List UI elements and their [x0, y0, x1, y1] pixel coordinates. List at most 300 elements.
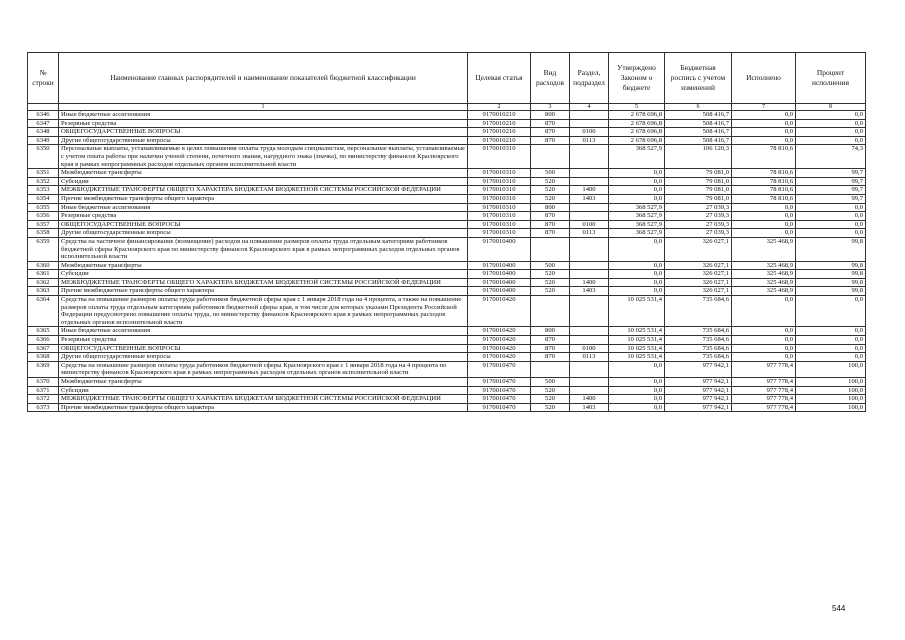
row-target: 9170010310 — [468, 212, 531, 221]
row-executed: 78 810,6 — [732, 177, 796, 186]
row-executed: 0,0 — [732, 220, 796, 229]
row-target: 9170010210 — [468, 128, 531, 137]
row-target: 9170010420 — [468, 296, 531, 327]
colnum-3: 3 — [531, 104, 570, 111]
row-executed: 78 810,6 — [732, 194, 796, 203]
colnum-5: 5 — [609, 104, 665, 111]
row-section: 1400 — [570, 278, 609, 287]
row-percent: 0,0 — [796, 296, 866, 327]
colnum-7: 7 — [732, 104, 796, 111]
row-schedule: 326 027,1 — [665, 287, 732, 296]
row-schedule: 27 039,3 — [665, 212, 732, 221]
row-name: Межбюджетные трансферты — [59, 261, 468, 270]
row-name: Резервные средства — [59, 336, 468, 345]
row-approved: 0,0 — [609, 378, 665, 387]
row-approved: 10 025 531,4 — [609, 327, 665, 336]
row-approved: 0,0 — [609, 169, 665, 178]
row-schedule: 977 942,1 — [665, 361, 732, 377]
row-expense: 870 — [531, 136, 570, 145]
row-executed: 977 778,4 — [732, 378, 796, 387]
row-percent: 0,0 — [796, 119, 866, 128]
row-section — [570, 327, 609, 336]
row-percent: 100,0 — [796, 378, 866, 387]
row-section: 0113 — [570, 229, 609, 238]
row-approved: 0,0 — [609, 194, 665, 203]
row-percent: 99,7 — [796, 177, 866, 186]
row-schedule: 735 684,6 — [665, 344, 732, 353]
row-schedule: 735 684,6 — [665, 353, 732, 362]
row-section — [570, 177, 609, 186]
row-expense: 520 — [531, 287, 570, 296]
row-target: 9170010420 — [468, 344, 531, 353]
header-percent: Процент исполнения — [796, 53, 866, 104]
row-schedule: 326 027,1 — [665, 270, 732, 279]
row-target: 9170010210 — [468, 136, 531, 145]
row-number: 6356 — [28, 212, 59, 221]
row-percent: 0,0 — [796, 128, 866, 137]
row-approved: 2 678 696,8 — [609, 111, 665, 120]
row-name: Средства на повышение размеров оплаты труда работников бюджетной сферы края с 1 января 2018 года на 4 процента, а также на повышение размеров оплаты труда отдельным категориям работников бюджетной сферы края, в том числе для которых указами Президента Российской Федерации предусмотрено повышение оплаты труда, по министерству финансов Красноярского края в рамках непрограммных расходов отдельных органов исполнительной власти — [59, 296, 468, 327]
row-target: 9170010420 — [468, 353, 531, 362]
row-section — [570, 145, 609, 169]
row-percent: 0,0 — [796, 111, 866, 120]
row-name: МЕЖБЮДЖЕТНЫЕ ТРАНСФЕРТЫ ОБЩЕГО ХАРАКТЕРА БЮДЖЕТАМ БЮДЖЕТНОЙ СИСТЕМЫ РОССИЙСКОЙ ФЕДЕРАЦИИ — [59, 186, 468, 195]
row-expense: 800 — [531, 203, 570, 212]
row-executed: 78 810,6 — [732, 186, 796, 195]
row-schedule: 79 081,0 — [665, 194, 732, 203]
row-expense: 870 — [531, 128, 570, 137]
row-schedule: 977 942,1 — [665, 403, 732, 412]
row-executed: 0,0 — [732, 119, 796, 128]
row-name: ОБЩЕГОСУДАРСТВЕННЫЕ ВОПРОСЫ — [59, 220, 468, 229]
row-target: 9170010310 — [468, 169, 531, 178]
row-number: 6365 — [28, 327, 59, 336]
colnum-4: 4 — [570, 104, 609, 111]
row-target: 9170010470 — [468, 386, 531, 395]
row-approved: 368 527,9 — [609, 145, 665, 169]
row-executed: 0,0 — [732, 203, 796, 212]
row-target: 9170010310 — [468, 145, 531, 169]
table-row — [28, 177, 866, 186]
row-name: Прочие межбюджетные трансферты общего характера — [59, 194, 468, 203]
row-name: Межбюджетные трансферты — [59, 378, 468, 387]
row-number: 6347 — [28, 119, 59, 128]
row-schedule: 977 942,1 — [665, 378, 732, 387]
colnum-8: 8 — [796, 104, 866, 111]
row-target: 9170010310 — [468, 203, 531, 212]
row-expense: 870 — [531, 336, 570, 345]
row-percent: 99,7 — [796, 169, 866, 178]
table-row — [28, 261, 866, 270]
row-expense: 870 — [531, 212, 570, 221]
row-target: 9170010310 — [468, 229, 531, 238]
row-schedule: 735 684,6 — [665, 336, 732, 345]
row-section — [570, 237, 609, 261]
row-section — [570, 378, 609, 387]
table-body — [28, 111, 866, 412]
row-percent: 100,0 — [796, 403, 866, 412]
row-name: Резервные средства — [59, 212, 468, 221]
row-number: 6366 — [28, 336, 59, 345]
row-name: Межбюджетные трансферты — [59, 169, 468, 178]
row-approved: 2 678 696,8 — [609, 128, 665, 137]
table-row — [28, 203, 866, 212]
row-target: 9170010420 — [468, 327, 531, 336]
row-section: 1403 — [570, 287, 609, 296]
row-percent: 100,0 — [796, 395, 866, 404]
header-expense: Вид расходов — [531, 53, 570, 104]
row-expense: 520 — [531, 386, 570, 395]
row-number: 6362 — [28, 278, 59, 287]
row-section — [570, 270, 609, 279]
row-section: 0100 — [570, 128, 609, 137]
table-row — [28, 169, 866, 178]
row-schedule: 326 027,1 — [665, 278, 732, 287]
row-schedule: 977 942,1 — [665, 395, 732, 404]
row-approved: 2 678 696,8 — [609, 119, 665, 128]
row-section: 1400 — [570, 395, 609, 404]
row-target: 9170010400 — [468, 278, 531, 287]
header-executed: Исполнено — [732, 53, 796, 104]
row-executed: 325 468,9 — [732, 287, 796, 296]
row-name: Иные бюджетные ассигнования — [59, 327, 468, 336]
row-name: ОБЩЕГОСУДАРСТВЕННЫЕ ВОПРОСЫ — [59, 344, 468, 353]
row-expense — [531, 361, 570, 377]
header-section: Раздел, подраздел — [570, 53, 609, 104]
row-number: 6369 — [28, 361, 59, 377]
row-target: 9170010400 — [468, 287, 531, 296]
row-target: 9170010310 — [468, 194, 531, 203]
row-percent: 0,0 — [796, 136, 866, 145]
row-target: 9170010310 — [468, 220, 531, 229]
row-name: Прочие межбюджетные трансферты общего характера — [59, 403, 468, 412]
row-executed: 0,0 — [732, 128, 796, 137]
row-section — [570, 203, 609, 212]
row-percent: 0,0 — [796, 344, 866, 353]
row-executed: 325 468,9 — [732, 270, 796, 279]
row-number: 6350 — [28, 145, 59, 169]
row-expense: 520 — [531, 270, 570, 279]
row-target: 9170010210 — [468, 111, 531, 120]
row-percent: 99,8 — [796, 261, 866, 270]
row-target: 9170010400 — [468, 261, 531, 270]
row-executed: 325 468,9 — [732, 261, 796, 270]
row-name: МЕЖБЮДЖЕТНЫЕ ТРАНСФЕРТЫ ОБЩЕГО ХАРАКТЕРА БЮДЖЕТАМ БЮДЖЕТНОЙ СИСТЕМЫ РОССИЙСКОЙ ФЕДЕРАЦИИ — [59, 278, 468, 287]
row-expense: 520 — [531, 186, 570, 195]
row-section — [570, 296, 609, 327]
row-expense: 870 — [531, 229, 570, 238]
row-number: 6346 — [28, 111, 59, 120]
row-name: Иные бюджетные ассигнования — [59, 111, 468, 120]
header-row — [28, 53, 866, 104]
row-approved: 0,0 — [609, 261, 665, 270]
row-target: 9170010310 — [468, 177, 531, 186]
row-schedule: 508 416,7 — [665, 136, 732, 145]
row-executed: 78 810,6 — [732, 145, 796, 169]
row-number: 6361 — [28, 270, 59, 279]
row-expense: 500 — [531, 261, 570, 270]
row-target: 9170010470 — [468, 361, 531, 377]
table-row — [28, 186, 866, 195]
row-expense: 520 — [531, 395, 570, 404]
row-name: Другие общегосударственные вопросы — [59, 353, 468, 362]
row-number: 6351 — [28, 169, 59, 178]
row-target: 9170010470 — [468, 403, 531, 412]
row-approved: 2 678 696,8 — [609, 136, 665, 145]
table-row — [28, 327, 866, 336]
table-row — [28, 386, 866, 395]
row-executed: 0,0 — [732, 229, 796, 238]
row-number: 6363 — [28, 287, 59, 296]
row-section: 0113 — [570, 353, 609, 362]
row-schedule: 508 416,7 — [665, 128, 732, 137]
row-name: Средства на частичное финансирование (возмещение) расходов на повышение размеров оплаты труда отдельным категориям работников бюджетной сферы Красноярского края по министерству финансов Красноярского края в рамках непрограммных расходов отдельных органов исполнительной власти — [59, 237, 468, 261]
row-name: Резервные средства — [59, 119, 468, 128]
row-name: Персональные выплаты, устанавливаемые в целях повышения оплаты труда молодым специалистам, персональные выплаты, устанавливаемые с учетом опыта работы при наличии ученой степени, почетного звания, нагрудного знака (значка), по министерству финансов Красноярского края в рамках непрограммных расходов отдельных органов исполнительной власти — [59, 145, 468, 169]
row-name: Другие общегосударственные вопросы — [59, 229, 468, 238]
row-schedule: 27 039,3 — [665, 203, 732, 212]
row-approved: 0,0 — [609, 403, 665, 412]
budget-table — [27, 52, 866, 412]
row-approved: 0,0 — [609, 395, 665, 404]
row-number: 6358 — [28, 229, 59, 238]
row-executed: 0,0 — [732, 336, 796, 345]
table-row — [28, 128, 866, 137]
row-number: 6354 — [28, 194, 59, 203]
row-percent: 0,0 — [796, 212, 866, 221]
row-section — [570, 169, 609, 178]
table-row — [28, 336, 866, 345]
row-percent: 99,8 — [796, 278, 866, 287]
row-name: Прочие межбюджетные трансферты общего характера — [59, 287, 468, 296]
row-approved: 368 527,9 — [609, 212, 665, 221]
row-expense: 500 — [531, 169, 570, 178]
row-percent: 74,3 — [796, 145, 866, 169]
row-number: 6367 — [28, 344, 59, 353]
row-schedule: 735 684,6 — [665, 296, 732, 327]
table-row — [28, 361, 866, 377]
row-approved: 368 527,9 — [609, 229, 665, 238]
row-expense: 520 — [531, 403, 570, 412]
row-percent: 99,7 — [796, 194, 866, 203]
row-percent: 100,0 — [796, 386, 866, 395]
row-expense: 520 — [531, 194, 570, 203]
table-row — [28, 395, 866, 404]
row-expense — [531, 296, 570, 327]
table-row — [28, 403, 866, 412]
row-expense — [531, 145, 570, 169]
row-approved: 0,0 — [609, 361, 665, 377]
row-percent: 0,0 — [796, 203, 866, 212]
row-approved: 368 527,9 — [609, 203, 665, 212]
row-executed: 977 778,4 — [732, 395, 796, 404]
row-approved: 0,0 — [609, 278, 665, 287]
row-expense: 500 — [531, 378, 570, 387]
row-approved: 368 527,9 — [609, 220, 665, 229]
row-schedule: 508 416,7 — [665, 111, 732, 120]
row-name: Другие общегосударственные вопросы — [59, 136, 468, 145]
row-percent: 0,0 — [796, 229, 866, 238]
row-schedule: 106 120,3 — [665, 145, 732, 169]
row-executed: 78 810,6 — [732, 169, 796, 178]
table-row — [28, 194, 866, 203]
row-approved: 0,0 — [609, 177, 665, 186]
row-target: 9170010470 — [468, 378, 531, 387]
table-row — [28, 278, 866, 287]
table-row — [28, 287, 866, 296]
row-executed: 0,0 — [732, 136, 796, 145]
row-executed: 325 468,9 — [732, 278, 796, 287]
table-row — [28, 296, 866, 327]
row-expense: 870 — [531, 220, 570, 229]
row-name: Субсидии — [59, 270, 468, 279]
row-executed: 0,0 — [732, 353, 796, 362]
row-number: 6371 — [28, 386, 59, 395]
row-expense: 520 — [531, 278, 570, 287]
row-expense: 520 — [531, 177, 570, 186]
row-approved: 0,0 — [609, 386, 665, 395]
row-expense: 870 — [531, 119, 570, 128]
row-expense — [531, 237, 570, 261]
row-name: Иные бюджетные ассигнования — [59, 203, 468, 212]
table-row — [28, 220, 866, 229]
row-executed: 325 468,9 — [732, 237, 796, 261]
colnum-1: 1 — [59, 104, 468, 111]
row-target: 9170010420 — [468, 336, 531, 345]
row-percent: 0,0 — [796, 327, 866, 336]
row-number: 6360 — [28, 261, 59, 270]
row-percent: 99,8 — [796, 270, 866, 279]
row-number: 6355 — [28, 203, 59, 212]
row-executed: 0,0 — [732, 212, 796, 221]
row-schedule: 326 027,1 — [665, 261, 732, 270]
row-schedule: 27 039,3 — [665, 220, 732, 229]
header-schedule: Бюджетная роспись с учетом изменений — [665, 53, 732, 104]
row-section: 1403 — [570, 194, 609, 203]
row-schedule: 508 416,7 — [665, 119, 732, 128]
row-approved: 10 025 531,4 — [609, 353, 665, 362]
row-section — [570, 119, 609, 128]
row-executed: 977 778,4 — [732, 361, 796, 377]
row-section: 0100 — [570, 344, 609, 353]
row-number: 6349 — [28, 136, 59, 145]
table-row — [28, 378, 866, 387]
row-target: 9170010310 — [468, 186, 531, 195]
row-executed: 977 778,4 — [732, 386, 796, 395]
table-row — [28, 270, 866, 279]
header-target: Целевая статья — [468, 53, 531, 104]
header-row-no: № строки — [28, 53, 59, 104]
row-name: Субсидии — [59, 177, 468, 186]
row-number: 6372 — [28, 395, 59, 404]
row-percent: 99,8 — [796, 237, 866, 261]
row-percent: 0,0 — [796, 336, 866, 345]
row-name: Средства на повышение размеров оплаты труда работников бюджетной сферы Красноярского края с 1 января 2018 года на 4 процента по министерству финансов Красноярского края в рамках непрограммных расходов отдельных органов исполнительной власти — [59, 361, 468, 377]
row-number: 6359 — [28, 237, 59, 261]
row-approved: 0,0 — [609, 237, 665, 261]
row-section — [570, 212, 609, 221]
table-row — [28, 111, 866, 120]
table-row — [28, 145, 866, 169]
row-executed: 977 778,4 — [732, 403, 796, 412]
row-percent: 0,0 — [796, 220, 866, 229]
row-percent: 0,0 — [796, 353, 866, 362]
row-section — [570, 386, 609, 395]
row-target: 9170010400 — [468, 270, 531, 279]
row-approved: 10 025 531,4 — [609, 296, 665, 327]
row-section: 0100 — [570, 220, 609, 229]
row-percent: 99,7 — [796, 186, 866, 195]
row-section — [570, 111, 609, 120]
row-section — [570, 261, 609, 270]
row-section: 1400 — [570, 186, 609, 195]
row-section: 0113 — [570, 136, 609, 145]
row-name: МЕЖБЮДЖЕТНЫЕ ТРАНСФЕРТЫ ОБЩЕГО ХАРАКТЕРА БЮДЖЕТАМ БЮДЖЕТНОЙ СИСТЕМЫ РОССИЙСКОЙ ФЕДЕРАЦИИ — [59, 395, 468, 404]
row-percent: 100,0 — [796, 361, 866, 377]
row-approved: 10 025 531,4 — [609, 336, 665, 345]
row-executed: 0,0 — [732, 296, 796, 327]
header-name: Наименование главных распорядителей и наименование показателей бюджетной классификации — [59, 53, 468, 104]
row-schedule: 326 027,1 — [665, 237, 732, 261]
colnum-2: 2 — [468, 104, 531, 111]
row-schedule: 977 942,1 — [665, 386, 732, 395]
header-approved: Утверждено Законом о бюджете — [609, 53, 665, 104]
row-schedule: 27 039,3 — [665, 229, 732, 238]
row-target: 9170010210 — [468, 119, 531, 128]
row-number: 6352 — [28, 177, 59, 186]
row-number: 6348 — [28, 128, 59, 137]
row-number: 6373 — [28, 403, 59, 412]
row-expense: 800 — [531, 111, 570, 120]
row-number: 6370 — [28, 378, 59, 387]
row-approved: 0,0 — [609, 186, 665, 195]
row-section — [570, 336, 609, 345]
row-expense: 870 — [531, 353, 570, 362]
row-section: 1403 — [570, 403, 609, 412]
row-executed: 0,0 — [732, 111, 796, 120]
table-row — [28, 119, 866, 128]
row-schedule: 735 684,6 — [665, 327, 732, 336]
colnum-blank — [28, 104, 59, 111]
colnum-6: 6 — [665, 104, 732, 111]
row-expense: 870 — [531, 344, 570, 353]
row-number: 6357 — [28, 220, 59, 229]
column-number-row — [28, 104, 866, 111]
row-expense: 800 — [531, 327, 570, 336]
page-number: 544 — [832, 604, 846, 613]
row-percent: 99,8 — [796, 287, 866, 296]
row-schedule: 79 081,0 — [665, 186, 732, 195]
row-approved: 0,0 — [609, 287, 665, 296]
table-row — [28, 136, 866, 145]
row-number: 6368 — [28, 353, 59, 362]
row-schedule: 79 081,0 — [665, 177, 732, 186]
table-row — [28, 353, 866, 362]
row-number: 6353 — [28, 186, 59, 195]
row-approved: 10 025 531,4 — [609, 344, 665, 353]
row-executed: 0,0 — [732, 327, 796, 336]
row-schedule: 79 081,0 — [665, 169, 732, 178]
row-approved: 0,0 — [609, 270, 665, 279]
row-section — [570, 361, 609, 377]
row-name: ОБЩЕГОСУДАРСТВЕННЫЕ ВОПРОСЫ — [59, 128, 468, 137]
row-target: 9170010470 — [468, 395, 531, 404]
table-row — [28, 229, 866, 238]
table-row — [28, 212, 866, 221]
table-row — [28, 344, 866, 353]
row-number: 6364 — [28, 296, 59, 327]
row-target: 9170010400 — [468, 237, 531, 261]
